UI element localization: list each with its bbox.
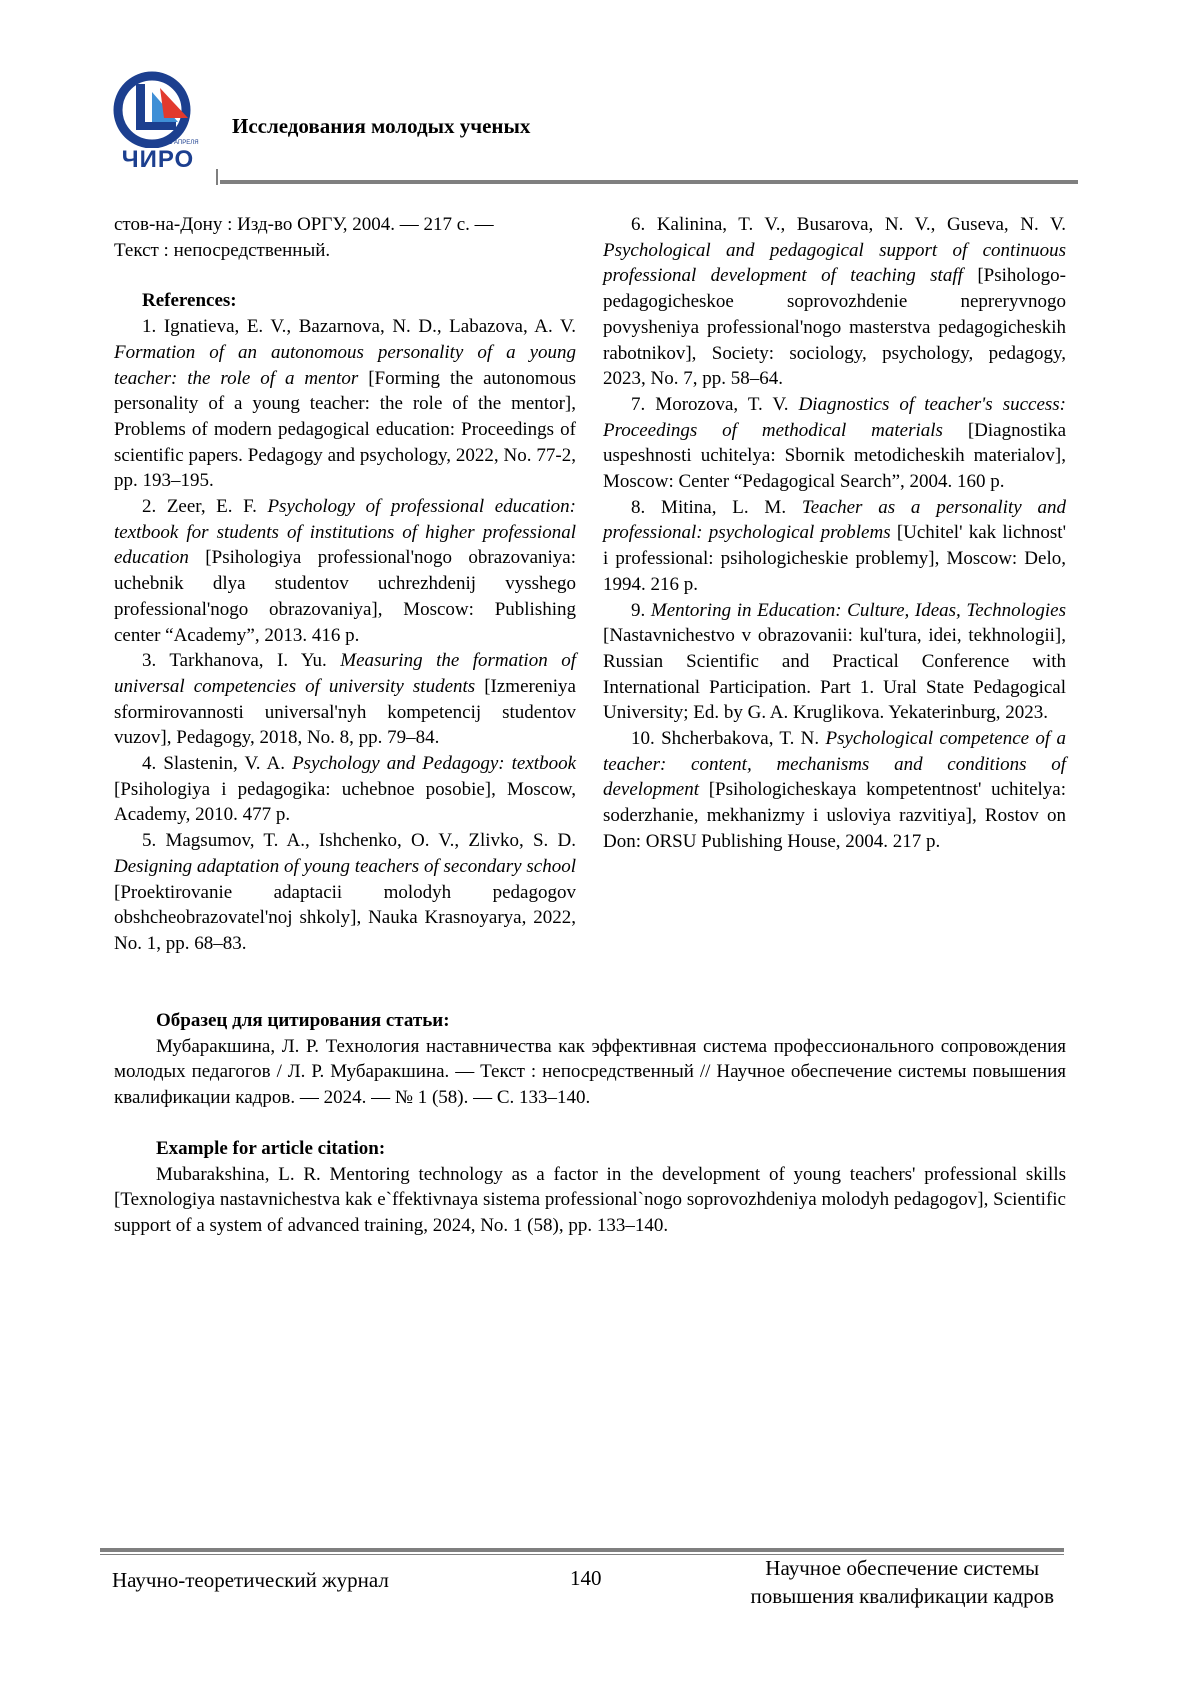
journal-name xyxy=(750,1554,1054,1610)
header-divider xyxy=(220,180,1078,184)
reference-item: 5. Magsumov, T. A., Ishchenko, O. V., Zlivko, S. D. Designing adaptation of young teachers of secondary school [Proektirovanie adaptacii molodyh pedagogov obshcheobrazovatel'noj shkoly], Nauka Krasnoyarya, 2022, No. 1, pp. 68–83. xyxy=(114,828,576,957)
journal-name-line: повышения квалификации кадров xyxy=(750,1582,1054,1610)
journal-type: Научно-теоретический журнал xyxy=(112,1568,389,1593)
right-column xyxy=(603,212,1066,855)
continuation-line: стов-на-Дону : Изд-во ОРГУ, 2004. — 217 с. — xyxy=(114,212,576,238)
journal-logo xyxy=(112,70,204,172)
continuation-line: Текст : непосредственный. xyxy=(114,238,576,264)
footer-divider xyxy=(100,1548,1064,1552)
citation-example-en xyxy=(114,1136,1066,1239)
reference-item: 7. Morozova, T. V. Diagnostics of teacher's success: Proceedings of methodical materials [Diagnostika uspeshnosti uchitelya: Sbornik metodicheskih materialov], Moscow: Center “Pedagogical Search”, 2004. 160 p. xyxy=(603,392,1066,495)
section-title: Исследования молодых ученых xyxy=(232,114,530,139)
reference-item: 8. Mitina, L. M. Teacher as a personality and professional: psychological problems [Uchitel' kak lichnost' i professional: psihologicheskie problemy], Moscow: Delo, 1994. 216 p. xyxy=(603,495,1066,598)
reference-item: 10. Shcherbakova, T. N. Psychological competence of a teacher: content, mechanisms and conditions of development [Psihologicheskaya kompetentnost' uchitelya: soderzhanie, mekhanizmy i usloviya razvitiya], Rostov on Don: ORSU Publishing House, 2004. 217 p. xyxy=(603,726,1066,855)
reference-item: 4. Slastenin, V. A. Psychology and Pedagogy: textbook [Psihologiya i pedagogika: uchebnoe posobie], Moscow, Academy, 2010. 477 p. xyxy=(114,751,576,828)
reference-item: 9. Mentoring in Education: Culture, Ideas, Technologies [Nastavnichestvo v obrazovanii: kul'tura, idei, tekhnologii], Russian Scientific and Practical Conference with International Participation. Part 1. Ural State Pedagogical University; Ed. by G. A. Kruglikova. Yekaterinburg, 2023. xyxy=(603,598,1066,727)
reference-item: 3. Tarkhanova, I. Yu. Measuring the formation of universal competencies of university students [Izmereniya sformirovannosti universal'nyh kompetencij studentov vuzov], Pedagogy, 2018, No. 8, pp. 79–84. xyxy=(114,648,576,751)
logo-small-text: 1 АПРЕЛЯ xyxy=(169,140,199,146)
logo-text: ЧИРО xyxy=(112,148,204,172)
citation-heading: Образец для цитирования статьи: xyxy=(114,1008,1066,1034)
left-column xyxy=(114,212,576,957)
logo-emblem-icon xyxy=(112,70,204,148)
references-heading: References: xyxy=(114,288,576,314)
citation-heading: Example for article citation: xyxy=(114,1136,1066,1162)
citation-text: Мубаракшина, Л. Р. Технология наставничества как эффективная система профессионального сопровождения молодых педагогов / Л. Р. Мубаракшина. — Текст : непосредственный // Научное обеспечение системы повышения квалификации кадров. — 2024. — № 1 (58). — С. 133–140. xyxy=(114,1034,1066,1111)
header-divider-vertical xyxy=(216,169,218,185)
reference-item: 2. Zeer, E. F. Psychology of professional education: textbook for students of institutions of higher professional education [Psihologiya professional'nogo obrazovaniya: uchebnik dlya studentov uchrezhdenij vysshego professional'nogo obrazovaniya], Moscow: Publishing center “Academy”, 2013. 416 p. xyxy=(114,494,576,648)
page-number: 140 xyxy=(570,1566,602,1591)
citation-example-ru xyxy=(114,1008,1066,1111)
reference-item: 6. Kalinina, T. V., Busarova, N. V., Guseva, N. V. Psychological and pedagogical support of continuous professional development of teaching staff [Psihologo-pedagogicheskoe soprovozhdenie nepreryvnogo povysheniya professional'nogo masterstva pedagogicheskih rabotnikov], Society: sociology, psychology, pedagogy, 2023, No. 7, pp. 58–64. xyxy=(603,212,1066,392)
reference-item: 1. Ignatieva, E. V., Bazarnova, N. D., Labazova, A. V. Formation of an autonomous personality of a young teacher: the role of a mentor [Forming the autonomous personality of a young teacher: the role of the mentor], Problems of modern pedagogical education: Proceedings of scientific papers. Pedagogy and psychology, 2022, No. 77-2, pp. 193–195. xyxy=(114,314,576,494)
citation-text: Mubarakshina, L. R. Mentoring technology as a factor in the development of young teachers' professional skills [Texnologiya nastavnichestva kak e`ffektivnaya sistema professional`nogo soprovozhdeniya molodyh pedagogov], Scientific support of a system of advanced training, 2024, No. 1 (58), pp. 133–140. xyxy=(114,1162,1066,1239)
journal-name-line: Научное обеспечение системы xyxy=(750,1554,1054,1582)
